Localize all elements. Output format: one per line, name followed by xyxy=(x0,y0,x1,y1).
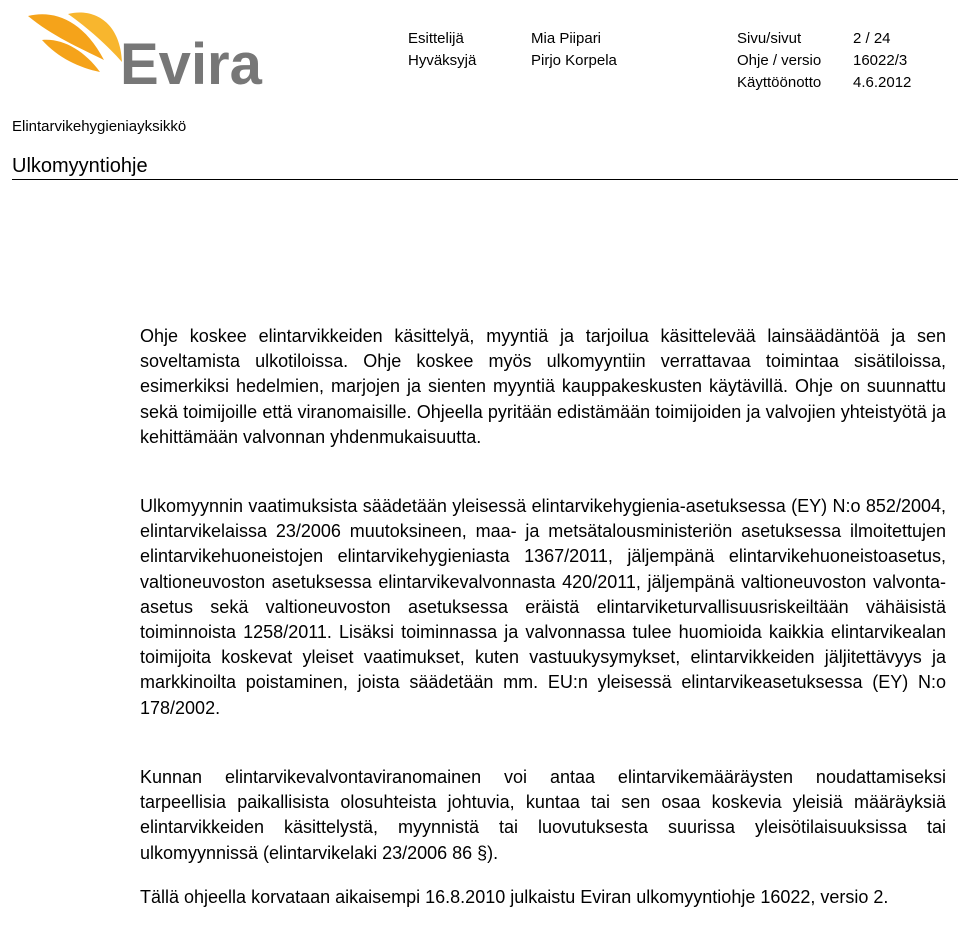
logo-wordmark: Evira xyxy=(120,32,262,92)
meta-label-sivut: Sivu/sivut xyxy=(737,30,802,47)
meta-label-hyvaksyja: Hyväksyjä xyxy=(408,52,477,69)
meta-label-versio: Ohje / versio xyxy=(737,52,822,69)
meta-label-kayttoonotto: Käyttöönotto xyxy=(737,74,822,91)
meta-value-sivut: 2 / 24 xyxy=(853,30,891,47)
evira-logo xyxy=(22,10,274,92)
wing-icon xyxy=(28,13,122,72)
meta-label-esittelija: Esittelijä xyxy=(408,30,464,47)
paragraph-scope: Ohje koskee elintarvikkeiden käsittelyä, myyntiä ja tarjoilua käsittelevää lainsäädäntöä ja sen soveltamista ulkotiloissa. Ohje koskee myös ulkomyyntiin verrattavaa toimintaa sisätiloissa, esimerkiksi hedelmien, marjojen ja sienten myyntiä kauppakeskusten käytävillä. Ohje on suunnattu sekä toimijoille että viranomaisille. Ohjeella pyritään edistämään toimijoiden ja valvojien yhteistyötä ja kehittämään valvonnan yhdenmukaisuutta. xyxy=(140,326,946,447)
document-title: Ulkomyyntiohje xyxy=(12,155,148,177)
paragraph-municipal: Kunnan elintarvikevalvontaviranomainen voi antaa elintarvikemääräysten noudattamiseksi tarpeellisia paikallisista olosuhteista johtuvia, kuntaa tai sen osaa koskevia yleisiä määräyksiä elintarvikkeiden käsittelystä, myynnistä tai luovutuksesta suurissa yleisötilaisuuksissa tai ulkomyynnissä (elintarvikelaki 23/2006 86 §). xyxy=(140,767,946,863)
meta-value-versio: 16022/3 xyxy=(853,52,908,69)
meta-value-hyvaksyja: Pirjo Korpela xyxy=(531,52,617,69)
paragraph-replaces: Tällä ohjeella korvataan aikaisempi 16.8.2010 julkaistu Eviran ulkomyyntiohje 16022, versio 2. xyxy=(140,887,889,907)
header-divider xyxy=(12,179,958,180)
unit-name: Elintarvikehygieniayksikkö xyxy=(12,118,187,135)
paragraph-legislation: Ulkomyynnin vaatimuksista säädetään yleisessä elintarvikehygienia-asetuksessa (EY) N:o 852/2004, elintarvikelaissa 23/2006 muutoksineen, maa- ja metsätalousministeriön asetuksessa ilmoitettujen elintarvikehuoneistojen elintarvikehygieniasta 1367/2011, jäljempänä elintarvikehuoneistoasetus, valtioneuvoston asetuksessa elintarvikevalvonnasta 420/2011, jäljempänä valtioneuvoston valvonta-asetus sekä valtioneuvoston asetuksessa eräistä elintarviketurvallisuusriskeiltään vähäisistä toiminnoista 1258/2011. Lisäksi toiminnassa ja valvonnassa tulee huomioida kaikkia elintarvikealan toimijoita koskevat yleiset vaatimukset, kuten vastuukysymykset, elintarvikkeiden jäljitettävyys ja markkinoilta poistaminen, joista säädetään mm. EU:n yleisessä elintarvikeasetuksessa (EY) N:o 178/2002. xyxy=(140,496,946,718)
meta-value-esittelija: Mia Piipari xyxy=(531,30,602,47)
meta-value-kayttoonotto: 4.6.2012 xyxy=(853,74,912,91)
